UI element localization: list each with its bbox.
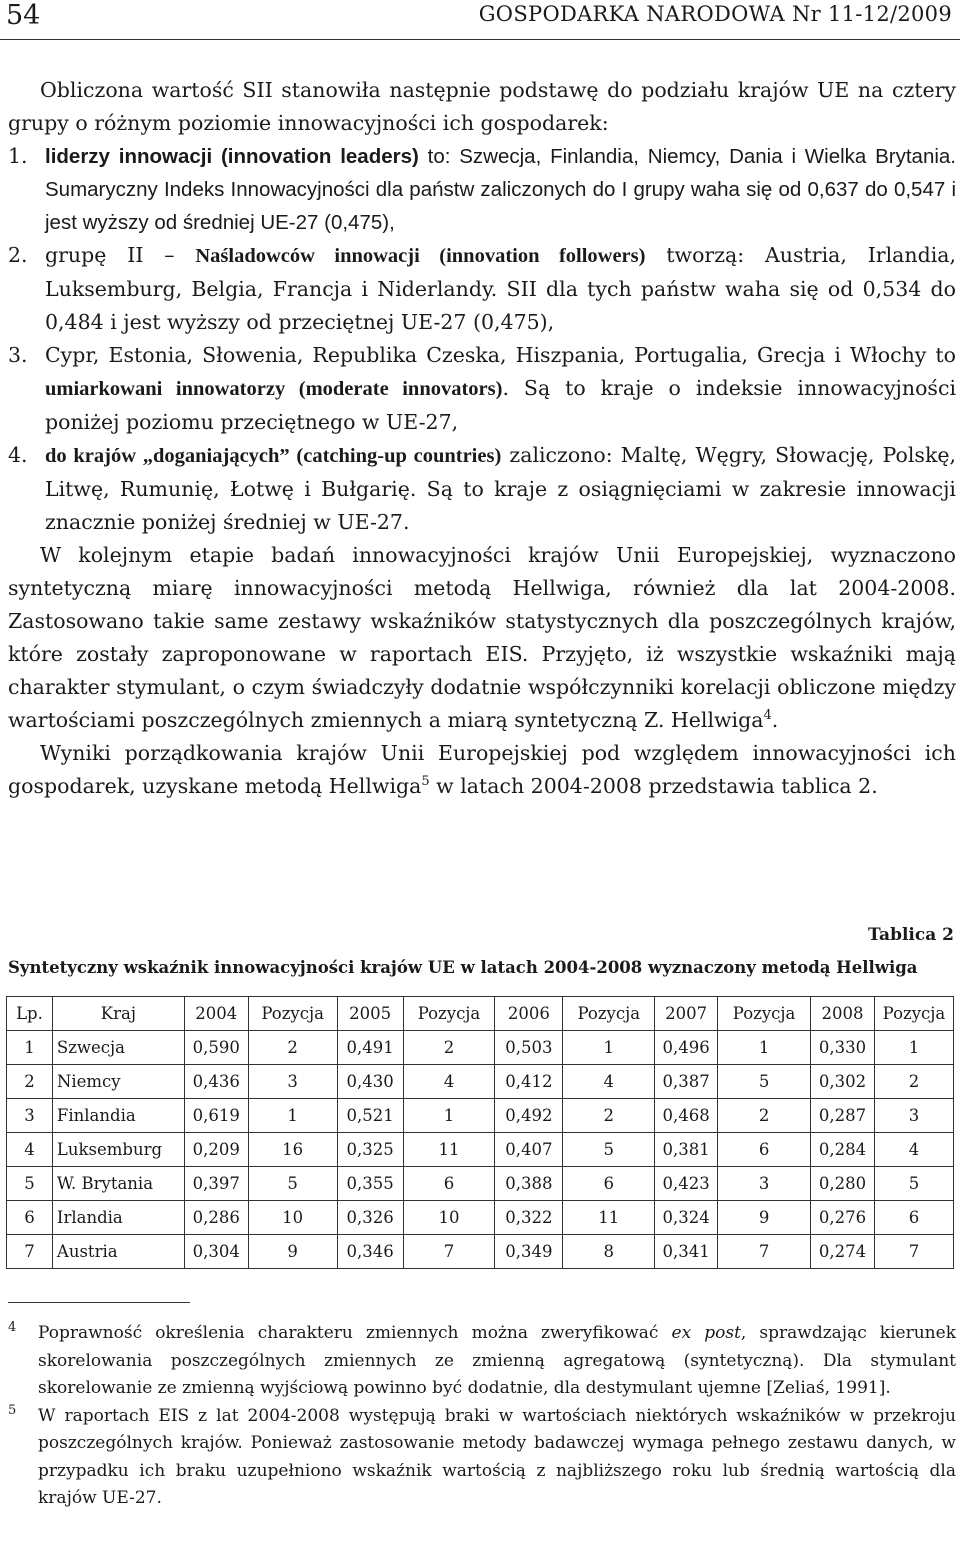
table-cell: 4	[563, 1065, 655, 1099]
table-cell: 0,619	[184, 1099, 248, 1133]
body-text	[8, 74, 956, 803]
journal-title: GOSPODARKA NARODOWA Nr 11-12/2009	[478, 2, 952, 26]
paragraph-text: W kolejnym etapie badań innowacyjności krajów Unii Europejskiej, wyznaczono syntetyczną miarę innowacyjności metodą Hellwiga, również dla lat 2004-2008. Zastosowano takie same zestawy wskaźników statystycznych dla poszczególnych krajów, które zostały zaproponowane w raportach EIS. Przyjęto, iż wszystkie wskaźniki mają charakter stymulant, o czym świadczyły dodatnie współczynniki korelacji obliczone między wartościami poszczególnych zmiennych a miarą syntetyczną Z. Hellwiga	[8, 543, 956, 732]
table-cell: 3	[718, 1167, 811, 1201]
table-row	[7, 1065, 954, 1099]
column-header: Pozycja	[248, 997, 337, 1031]
table-cell: 5	[563, 1133, 655, 1167]
table-cell: 0,412	[495, 1065, 563, 1099]
table-cell: 6	[563, 1167, 655, 1201]
table-cell: 2	[248, 1031, 337, 1065]
list-number: 2.	[8, 243, 28, 267]
table-cell: Niemcy	[52, 1065, 184, 1099]
table-cell: 2	[718, 1099, 811, 1133]
table-row	[7, 1031, 954, 1065]
page-number: 54	[6, 0, 41, 31]
column-header: Pozycja	[563, 997, 655, 1031]
table-row	[7, 1167, 954, 1201]
table-cell: 0,492	[495, 1099, 563, 1133]
column-header: Pozycja	[403, 997, 495, 1031]
table-cell: 3	[7, 1099, 53, 1133]
table-cell: 0,381	[655, 1133, 718, 1167]
table-cell: 0,590	[184, 1031, 248, 1065]
table-cell: 0,491	[337, 1031, 403, 1065]
list-item-3	[8, 339, 956, 439]
table-cell: 1	[7, 1031, 53, 1065]
table-cell: 3	[248, 1065, 337, 1099]
table-cell: 4	[403, 1065, 495, 1099]
table-cell: 7	[718, 1235, 811, 1269]
data-table	[6, 996, 954, 1269]
list-number: 1.	[8, 144, 28, 168]
table-cell: 0,324	[655, 1201, 718, 1235]
footnote-number: 5	[8, 1402, 17, 1418]
table-header-row	[7, 997, 954, 1031]
list-item-bold: liderzy innowacji (innovation leaders)	[45, 145, 419, 168]
table-row	[7, 1235, 954, 1269]
list-item-bold: umiarkowani innowatorzy (moderate innovators)	[45, 378, 503, 400]
table-cell: 2	[7, 1065, 53, 1099]
table-row	[7, 1133, 954, 1167]
table-cell: 0,276	[811, 1201, 875, 1235]
table-cell: 11	[403, 1133, 495, 1167]
list-item-text: . Są to kraje o indeksie innowacyjności poniżej poziomu przeciętnego w UE-27,	[45, 376, 956, 434]
page-header	[0, 0, 960, 36]
list-item-text: to: Szwecja, Finlandia, Niemcy, Dania i Wielka Brytania. Sumaryczny Indeks Innowacyjności dla państw zaliczonych do I grupy waha się od 0,637 do 0,547 i jest wyższy od średniej UE-27 (0,475),	[45, 145, 957, 234]
list-item-text: Cypr, Estonia, Słowenia, Republika Czeska, Hiszpania, Portugalia, Grecja i Włochy to	[45, 343, 956, 367]
footnote-italic: ex post	[671, 1323, 741, 1343]
table-cell: 6	[7, 1201, 53, 1235]
paragraph-text: .	[771, 708, 779, 732]
column-header: Pozycja	[874, 997, 953, 1031]
table-cell: 2	[874, 1065, 953, 1099]
footnote-text: , sprawdzając kierunek skorelowania poszczególnych zmiennych ze zmienną agregatową (syntetyczną). Dla stymulant skorelowanie ze zmienną wyjściową powinno być dodatnie, dla destymulant ujemne [Zeliaś, 1991].	[38, 1323, 956, 1398]
table-cell: 1	[403, 1099, 495, 1133]
table-cell: 5	[874, 1167, 953, 1201]
table-cell: 0,341	[655, 1235, 718, 1269]
footnote-number: 4	[8, 1320, 17, 1335]
table-cell: 9	[718, 1201, 811, 1235]
footnote-text: W raportach EIS z lat 2004-2008 występują braki w wartościach niektórych wskaźników w przekroju poszczególnych krajów. Ponieważ zastosowanie metody badawczej wymaga pełnego zestawu danych, w przypadku ich braku uzupełniono wskaźnik wartością z najbliższego roku lub średnią wartością dla krajów UE-27.	[38, 1405, 956, 1508]
table-cell: 0,287	[811, 1099, 875, 1133]
list-item-text: grupę II –	[45, 243, 196, 267]
list-item-4	[8, 439, 956, 539]
list-item-2	[8, 239, 956, 339]
table-cell: 10	[403, 1201, 495, 1235]
table-cell: 0,304	[184, 1235, 248, 1269]
table-row	[7, 1201, 954, 1235]
table-title: Syntetyczny wskaźnik innowacyjności krajów UE w latach 2004-2008 wyznaczony metodą Hellwiga	[8, 958, 918, 977]
list-item-bold: do krajów „doganiających” (catching-up countries)	[45, 445, 502, 467]
table-cell: 0,326	[337, 1201, 403, 1235]
table-cell: 6	[874, 1201, 953, 1235]
table-cell: 0,209	[184, 1133, 248, 1167]
table-cell: Austria	[52, 1235, 184, 1269]
table-cell: 0,388	[495, 1167, 563, 1201]
list-number: 4.	[8, 443, 28, 467]
table-cell: 3	[874, 1099, 953, 1133]
list-item-text: tworzą: Austria, Irlandia, Luksemburg, Belgia, Francja i Niderlandy. SII dla tych państw waha się od 0,534 do 0,484 i jest wyższy od przeciętnej UE-27 (0,475),	[45, 243, 956, 334]
table-cell: 0,355	[337, 1167, 403, 1201]
table-cell: 6	[403, 1167, 495, 1201]
table-cell: 0,468	[655, 1099, 718, 1133]
table-cell: 0,387	[655, 1065, 718, 1099]
footnote-ref-5[interactable]: 5	[421, 774, 430, 790]
table-cell: 0,346	[337, 1235, 403, 1269]
table-body	[7, 1031, 954, 1269]
column-header: 2007	[655, 997, 718, 1031]
paragraph-text: w latach 2004-2008 przedstawia tablica 2.	[429, 774, 878, 798]
table-cell: 0,423	[655, 1167, 718, 1201]
column-header: Lp.	[7, 997, 53, 1031]
table-cell: 0,521	[337, 1099, 403, 1133]
footnote-ref-4[interactable]: 4	[763, 708, 772, 724]
table-cell: 4	[874, 1133, 953, 1167]
table-cell: 0,496	[655, 1031, 718, 1065]
table-cell: 0,280	[811, 1167, 875, 1201]
table-cell: 0,349	[495, 1235, 563, 1269]
table-cell: 5	[718, 1065, 811, 1099]
footnote-text: Poprawność określenia charakteru zmiennych można zweryfikować	[38, 1323, 672, 1343]
paragraph-hellwig	[8, 539, 956, 737]
table-cell: 0,302	[811, 1065, 875, 1099]
table-cell: Szwecja	[52, 1031, 184, 1065]
table-cell: 0,322	[495, 1201, 563, 1235]
table-cell: 4	[7, 1133, 53, 1167]
table-cell: 0,397	[184, 1167, 248, 1201]
table-cell: 2	[403, 1031, 495, 1065]
table-cell: 7	[7, 1235, 53, 1269]
table-label: Tablica 2	[868, 925, 954, 945]
table-row	[7, 1099, 954, 1133]
column-header: 2006	[495, 997, 563, 1031]
table-cell: 10	[248, 1201, 337, 1235]
table-cell: 1	[248, 1099, 337, 1133]
list-number: 3.	[8, 343, 28, 367]
column-header: 2008	[811, 997, 875, 1031]
list-item-bold: Naśladowców innowacji (innovation followers)	[195, 245, 646, 267]
table-cell: 0,430	[337, 1065, 403, 1099]
table-cell: 0,286	[184, 1201, 248, 1235]
table-cell: 1	[718, 1031, 811, 1065]
column-header: 2005	[337, 997, 403, 1031]
table-cell: 1	[563, 1031, 655, 1065]
paragraph-results	[8, 737, 956, 803]
table-cell: 8	[563, 1235, 655, 1269]
table-cell: 7	[403, 1235, 495, 1269]
column-header: 2004	[184, 997, 248, 1031]
table-cell: 0,503	[495, 1031, 563, 1065]
footnote-5	[8, 1403, 956, 1513]
footnote-4	[8, 1320, 956, 1403]
table-cell: 0,330	[811, 1031, 875, 1065]
table-cell: 16	[248, 1133, 337, 1167]
table-cell: 0,436	[184, 1065, 248, 1099]
footnotes	[8, 1320, 956, 1513]
table-cell: 0,325	[337, 1133, 403, 1167]
table-cell: Luksemburg	[52, 1133, 184, 1167]
footnote-rule	[8, 1302, 190, 1303]
table-cell: W. Brytania	[52, 1167, 184, 1201]
table-cell: 6	[718, 1133, 811, 1167]
table-cell: 11	[563, 1201, 655, 1235]
table-cell: 5	[7, 1167, 53, 1201]
header-rule	[0, 39, 960, 40]
table-cell: 0,274	[811, 1235, 875, 1269]
table-cell: 0,284	[811, 1133, 875, 1167]
table-cell: 0,407	[495, 1133, 563, 1167]
list-item-text: zaliczono: Maltę, Węgry, Słowację, Polskę, Litwę, Rumunię, Łotwę i Bułgarię. Są to kraje z osiągnięciami w zakresie innowacji znacznie poniżej średniej w UE-27.	[45, 443, 957, 534]
table-cell: 2	[563, 1099, 655, 1133]
table-cell: 7	[874, 1235, 953, 1269]
column-header: Pozycja	[718, 997, 811, 1031]
intro-paragraph: Obliczona wartość SII stanowiła następnie podstawę do podziału krajów UE na cztery grupy o różnym poziomie innowacyjności ich gospodarek:	[8, 78, 956, 135]
list-item-1	[8, 140, 956, 239]
table-cell: 5	[248, 1167, 337, 1201]
table-cell: Finlandia	[52, 1099, 184, 1133]
column-header: Kraj	[52, 997, 184, 1031]
paragraph-text: Wyniki porządkowania krajów Unii Europejskiej pod względem innowacyjności ich gospodarek, uzyskane metodą Hellwiga	[8, 741, 956, 798]
table-cell: 1	[874, 1031, 953, 1065]
table-cell: Irlandia	[52, 1201, 184, 1235]
table-cell: 9	[248, 1235, 337, 1269]
